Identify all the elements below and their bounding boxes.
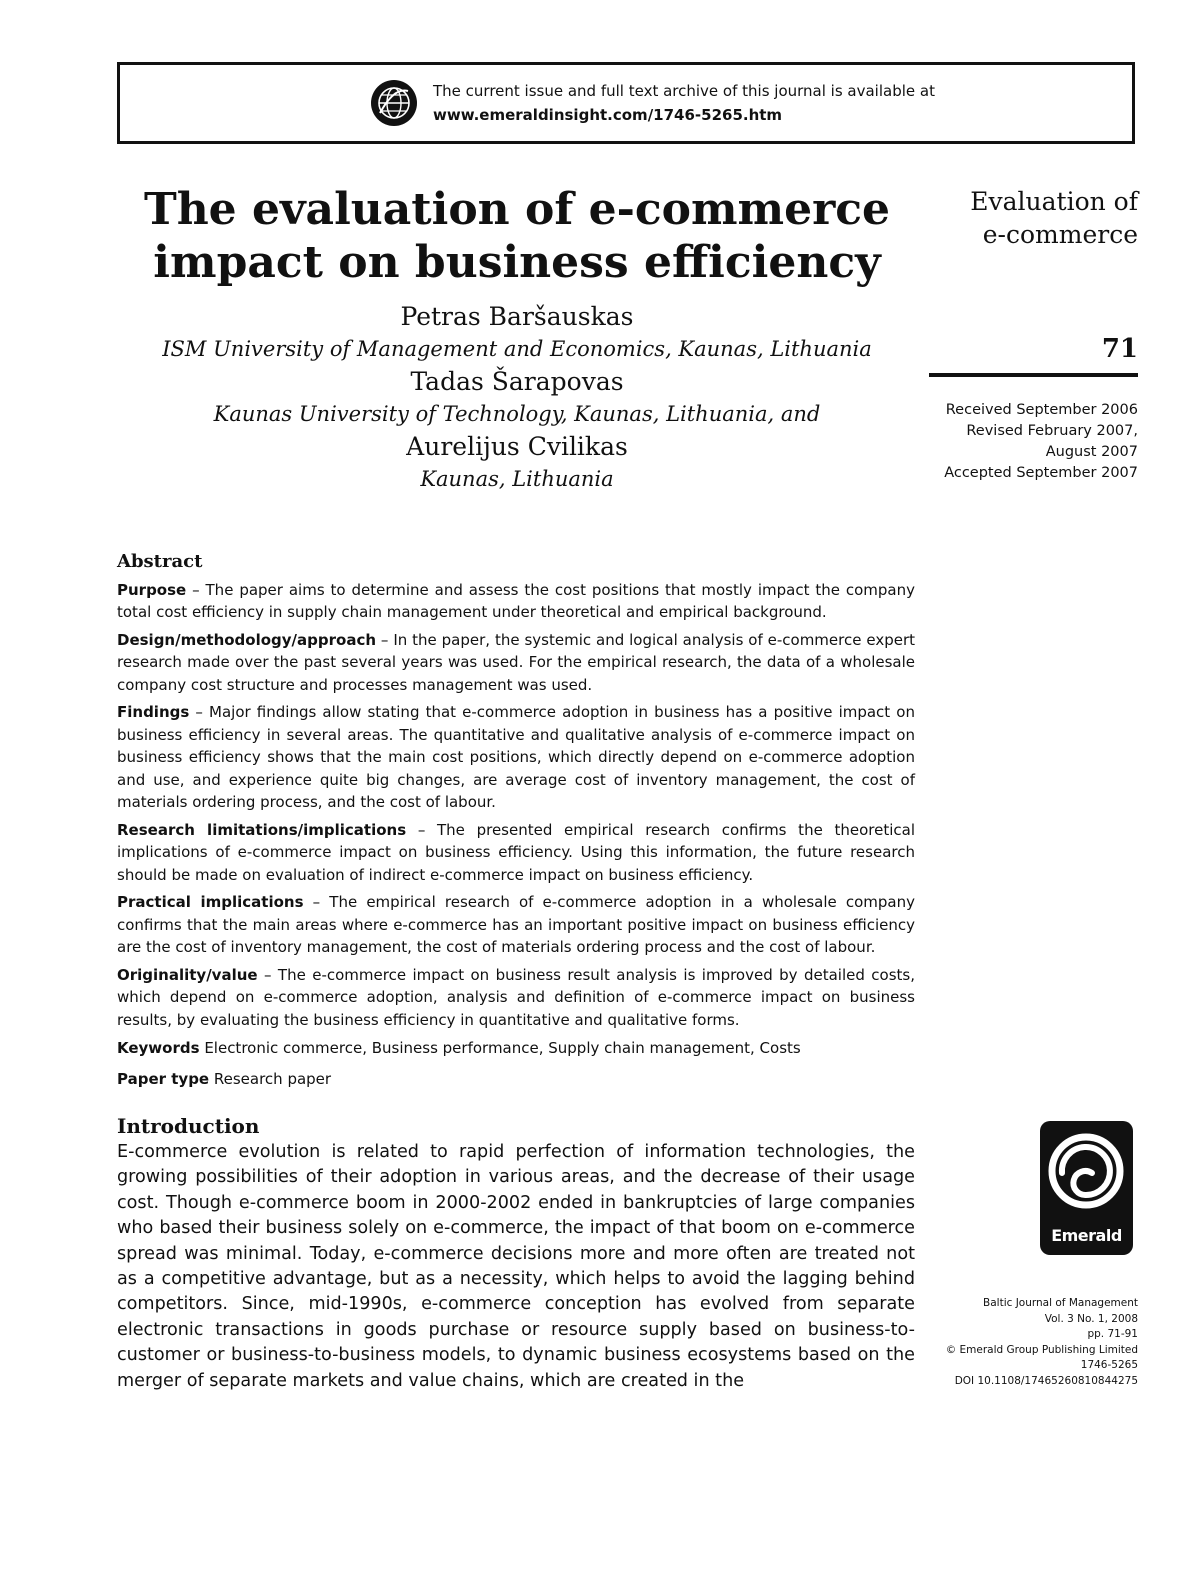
abstract-text: – Major findings allow stating that e-commerce adoption in business has a positive impact on business efficiency in several areas. The quantitative and qualitative analysis of e-commerce impact on business efficiency shows that the main cost positions, which directly depend on e-commerce adoption and use, and experience quite big changes, are average cost of inventory management, the cost of materials ordering process, and the cost of labour. — [117, 703, 915, 811]
author-affiliation: Kaunas, Lithuania — [420, 467, 614, 491]
pubinfo-line: 1746-5265 — [1080, 1359, 1138, 1371]
publication-info — [946, 1296, 1138, 1389]
journal-url-link[interactable]: www.emeraldinsight.com/1746-5265.htm — [433, 106, 783, 124]
pubinfo-line: Vol. 3 No. 1, 2008 — [1044, 1312, 1138, 1325]
pubinfo-line: pp. 71-91 — [1087, 1328, 1138, 1340]
journal-access-banner — [117, 62, 1135, 144]
abstract-label: Findings — [117, 703, 190, 721]
paper-type-label: Paper type — [117, 1069, 210, 1088]
page-number: 71 — [1101, 334, 1138, 364]
author-name: Aurelijus Cvilikas — [406, 432, 628, 461]
running-title-line: Evaluation of — [970, 187, 1138, 216]
paper-type-text: Research paper — [209, 1069, 332, 1088]
sidebar-divider — [929, 373, 1138, 377]
abstract-item-design — [117, 629, 915, 697]
abstract-item-limitations — [117, 819, 915, 887]
author-list — [117, 300, 917, 495]
history-line: August 2007 — [1045, 444, 1138, 460]
abstract-section — [117, 551, 915, 1090]
keywords — [117, 1037, 915, 1060]
history-line: Revised February 2007, — [966, 423, 1138, 439]
introduction-text: E-commerce evolution is related to rapid perfection of information technologies, the growing possibilities of their adoption in various areas, and the decrease of their usage cost. Though e-commerce boom in 2000-2002 ended in bankruptcies of large companies who based their business solely on e-commerce, the impact of that boom on e-commerce spread was minimal. Today, e-commerce decisions more and more often are treated not as a competitive advantage, but as a necessity, which helps to avoid the lagging behind competitors. Since, mid-1990s, e-commerce conception has evolved from separate electronic transactions in goods purchase or resource supply based on business-to-customer or business-to-business models, to dynamic business ecosystems based on the merger of separate markets and value chains, which are created in the — [117, 1142, 915, 1391]
banner-text-line: The current issue and full text archive of this journal is available at — [433, 82, 935, 100]
submission-history — [944, 400, 1138, 484]
running-title — [970, 185, 1138, 251]
keywords-text: Electronic commerce, Business performance, Supply chain management, Costs — [199, 1039, 801, 1057]
abstract-item-purpose — [117, 579, 915, 624]
abstract-item-originality — [117, 964, 915, 1032]
abstract-heading: Abstract — [117, 551, 203, 572]
history-line: Received September 2006 — [945, 402, 1138, 418]
introduction-section — [117, 1112, 915, 1394]
abstract-label: Design/methodology/approach — [117, 630, 377, 649]
pubinfo-line: © Emerald Group Publishing Limited — [945, 1343, 1138, 1356]
globe-icon — [370, 79, 418, 127]
pubinfo-line: DOI 10.1108/17465260810844275 — [954, 1374, 1138, 1387]
keywords-label: Keywords — [117, 1039, 200, 1057]
introduction-heading: Introduction — [117, 1114, 260, 1138]
title-line-2: impact on business efficiency — [153, 237, 881, 288]
abstract-label: Purpose — [117, 580, 187, 599]
abstract-label: Originality/value — [117, 965, 258, 984]
history-line: Accepted September 2007 — [944, 465, 1138, 481]
emerald-logo — [1040, 1121, 1133, 1255]
running-title-line: e-commerce — [982, 220, 1138, 249]
author-name: Tadas Šarapovas — [410, 367, 624, 396]
paper-title — [117, 183, 917, 289]
paper-type — [117, 1068, 915, 1091]
author-affiliation: Kaunas University of Technology, Kaunas, Lithuania, and — [213, 402, 821, 426]
abstract-item-findings — [117, 701, 915, 814]
abstract-text: – The e-commerce impact on business result analysis is improved by detailed costs, which depend on e-commerce adoption, analysis and definition of e-commerce impact on business results, by evaluating the business efficiency in quantitative and qualitative forms. — [117, 965, 915, 1029]
abstract-text: – The paper aims to determine and assess the cost positions that mostly impact the company total cost efficiency in supply chain management under theoretical and empirical background. — [117, 580, 915, 621]
logo-wordmark: Emerald — [1051, 1226, 1122, 1245]
abstract-text: – In the paper, the systemic and logical analysis of e-commerce expert research made over the past several years was used. For the empirical research, the data of a wholesale company cost structure and processes management was used. — [117, 630, 915, 694]
author-affiliation: ISM University of Management and Economics, Kaunas, Lithuania — [162, 337, 872, 361]
title-line-1: The evaluation of e-commerce — [143, 184, 891, 235]
abstract-item-practical — [117, 891, 915, 959]
pubinfo-line: Baltic Journal of Management — [983, 1297, 1138, 1309]
abstract-label: Practical implications — [117, 893, 304, 911]
abstract-text: – The presented empirical research confirms the theoretical implications of e-commerce impact on business efficiency. Using this information, the future research should be made on evaluation of indirect e-commerce impact on business efficiency. — [117, 820, 916, 884]
abstract-text: – The empirical research of e-commerce adoption in a wholesale company confirms that the main areas where e-commerce has an important positive impact on business efficiency are the cost of inventory management, the cost of materials ordering process and the cost of labour. — [117, 893, 915, 956]
abstract-label: Research limitations/implications — [117, 820, 407, 839]
author-name: Petras Baršauskas — [400, 302, 634, 331]
